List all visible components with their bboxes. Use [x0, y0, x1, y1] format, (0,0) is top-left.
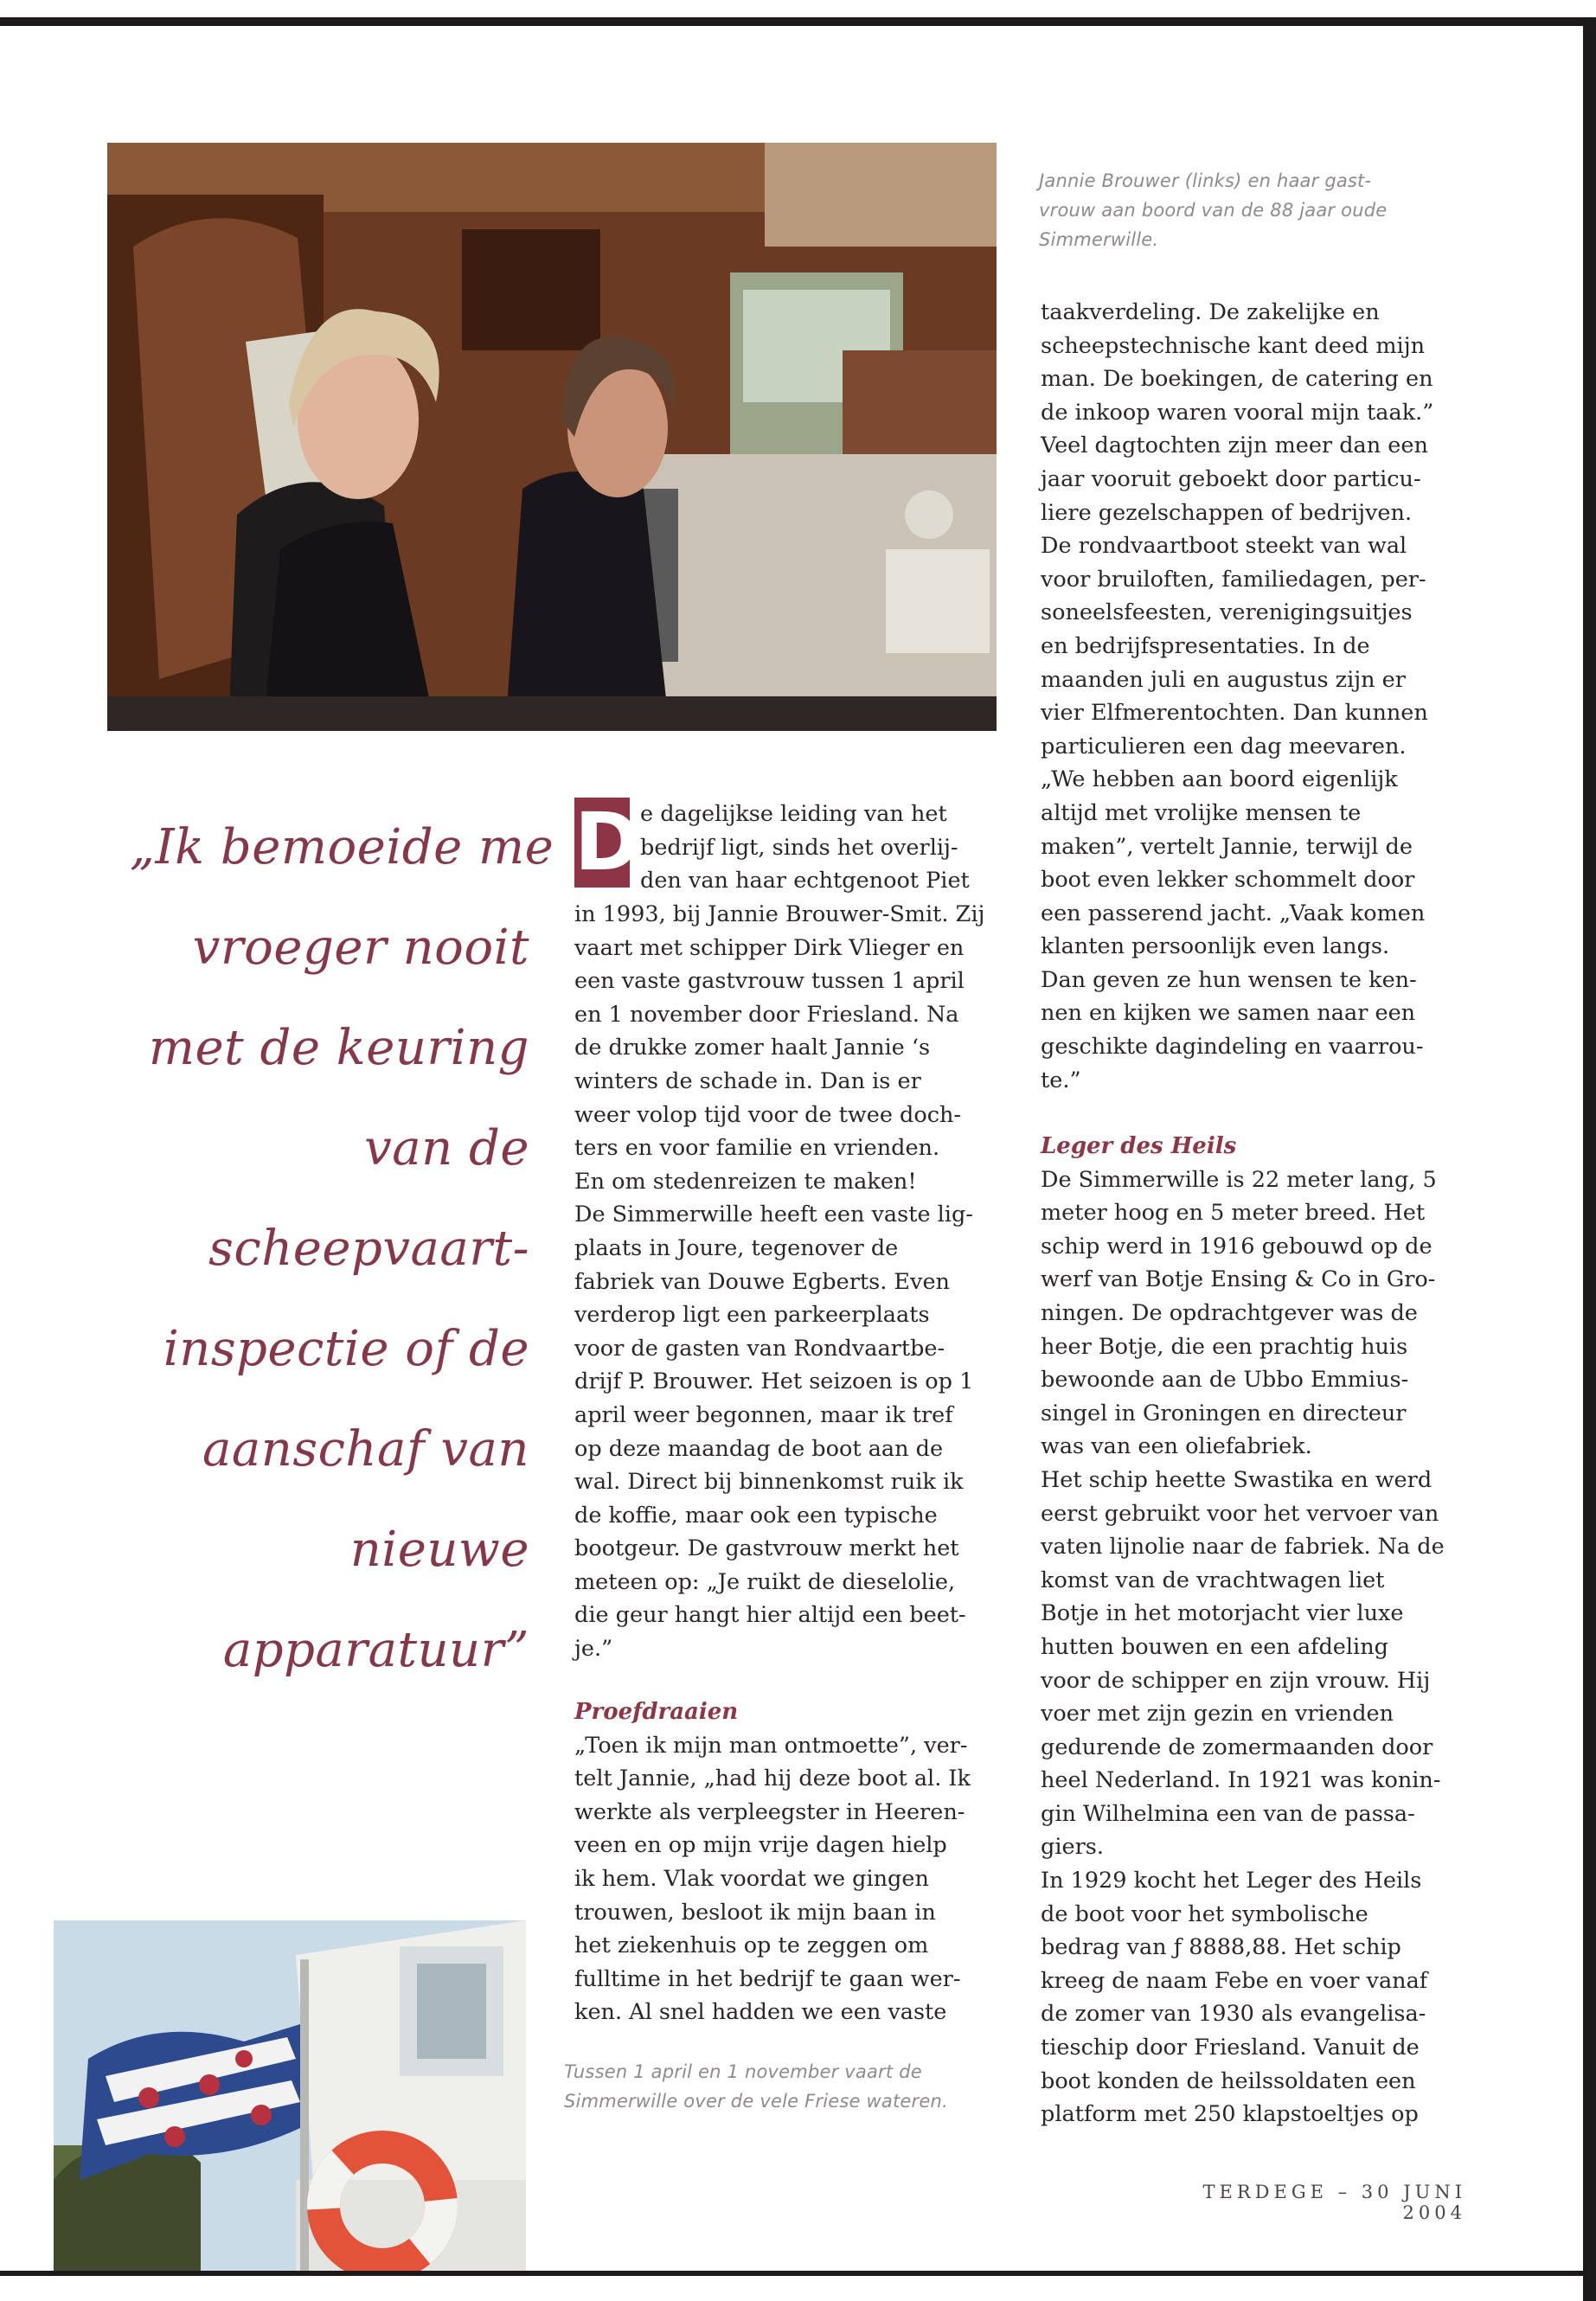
- text-line: en 1 november door Friesland. Na: [574, 1001, 959, 1028]
- text-line: vaart met schipper Dirk Vlieger en: [574, 934, 965, 961]
- caption-line: Jannie Brouwer (links) en haar gast-: [1039, 170, 1372, 191]
- text-line: april weer begonnen, maar ik tref: [574, 1401, 953, 1428]
- pull-quote-line: van de: [364, 1120, 529, 1176]
- text-line: werkte als verpleegster in Heeren-: [574, 1798, 965, 1825]
- text-line: een passerend jacht. „Vaak komen: [1041, 900, 1426, 926]
- text-line: gedurende de zomermaanden door: [1041, 1734, 1433, 1760]
- text-line: „We hebben aan boord eigenlijk: [1041, 766, 1398, 793]
- text-line: taakverdeling. De zakelijke en: [1041, 299, 1380, 325]
- text-line: was van een oliefabriek.: [1041, 1433, 1312, 1460]
- text-line: altijd met vrolijke mensen te: [1041, 799, 1362, 826]
- text-line: vaten lijnolie naar de fabriek. Na de: [1041, 1534, 1445, 1561]
- article-column-1-section: [574, 1695, 1007, 2029]
- text-line: de inkoop waren vooral mijn taak.”: [1041, 399, 1434, 426]
- pull-quote-line: scheepvaart-: [208, 1221, 529, 1277]
- caption-line: vrouw aan boord van de 88 jaar oude: [1039, 200, 1388, 221]
- text-line: soneelsfeesten, verenigingsuitjes: [1041, 599, 1413, 626]
- article-lead: [640, 798, 1003, 898]
- text-line: den van haar echtgenoot Piet: [640, 868, 970, 894]
- text-line: heer Botje, die een prachtig huis: [1041, 1333, 1408, 1360]
- photo-cabin: [107, 143, 997, 731]
- text-line: heel Nederland. In 1921 was konin-: [1041, 1767, 1441, 1794]
- caption-line: Simmerwille over de vele Friese wateren.: [564, 2091, 948, 2112]
- text-line: komst van de vrachtwagen liet: [1041, 1567, 1385, 1593]
- text-line: maken”, vertelt Jannie, terwijl de: [1041, 833, 1413, 860]
- page-footer: TERDEGE – 30 JUNI 2004: [1202, 2182, 1466, 2223]
- text-line: meteen op: „Je ruikt de dieselolie,: [574, 1568, 956, 1595]
- text-line: de boot voor het symbolische: [1041, 1900, 1368, 1927]
- text-line: voor de gasten van Rondvaartbe-: [574, 1335, 945, 1362]
- drop-cap: D: [574, 796, 641, 888]
- text-line: wal. Direct bij binnenkomst ruik ik: [574, 1469, 964, 1496]
- text-line: Dan geven ze hun wensen te ken-: [1041, 966, 1417, 993]
- article-column-2: [1041, 296, 1490, 1097]
- text-line: de koffie, maar ook een typische: [574, 1502, 938, 1529]
- pull-quote-line: „Ik bemoeide me: [130, 819, 554, 875]
- text-line: winters de schade in. Dan is er: [574, 1067, 921, 1094]
- text-line: boot even lekker schommelt door: [1041, 867, 1415, 894]
- text-line: de zomer van 1930 als evangelisa-: [1041, 2001, 1426, 2028]
- text-line: ken. Al snel hadden we een vaste: [574, 1999, 947, 2026]
- pull-quote-line: vroeger nooit: [192, 920, 529, 976]
- caption-line: Simmerwille.: [1039, 229, 1159, 250]
- pull-quote-line: aanschaf van: [202, 1421, 529, 1477]
- pull-quote-line: inspectie of de: [163, 1321, 529, 1377]
- text-line: telt Jannie, „had hij deze boot al. Ik: [574, 1766, 971, 1792]
- text-line: scheepstechnische kant deed mijn: [1041, 332, 1426, 359]
- text-line: De rondvaartboot steekt van wal: [1041, 533, 1407, 560]
- text-line: een vaste gastvrouw tussen 1 april: [574, 968, 965, 995]
- pull-quote-line: nieuwe: [349, 1522, 529, 1578]
- text-line: particulieren een dag meevaren.: [1041, 733, 1407, 760]
- text-line: het ziekenhuis op te zeggen om: [574, 1932, 929, 1959]
- subheading-proefdraaien: Proefdraaien: [574, 1699, 739, 1725]
- text-line: giers.: [1041, 1834, 1104, 1861]
- text-line: nen en kijken we samen naar een: [1041, 1000, 1416, 1027]
- text-line: bedrag van ƒ 8888,88. Het schip: [1041, 1934, 1401, 1961]
- text-line: ters en voor familie en vrienden.: [574, 1135, 940, 1162]
- text-line: En om stedenreizen te maken!: [574, 1168, 917, 1195]
- text-line: ningen. De opdrachtgever was de: [1041, 1299, 1418, 1326]
- pull-quote-line: met de keuring: [148, 1020, 529, 1076]
- text-line: e dagelijkse leiding van het: [640, 801, 947, 827]
- caption-line: Tussen 1 april en 1 november vaart de: [564, 2061, 922, 2082]
- text-line: verderop ligt een parkeerplaats: [574, 1302, 930, 1329]
- photo-cabin-caption: [1039, 166, 1471, 254]
- text-line: man. De boekingen, de catering en: [1041, 366, 1433, 393]
- text-line: De Simmerwille is 22 meter lang, 5: [1041, 1166, 1437, 1193]
- text-line: In 1929 kocht het Leger des Heils: [1041, 1868, 1422, 1894]
- text-line: voor bruiloften, familiedagen, per-: [1041, 566, 1426, 593]
- text-line: ik hem. Vlak voordat we gingen: [574, 1865, 929, 1892]
- text-line: die geur hangt hier altijd een beet-: [574, 1602, 966, 1629]
- photo-flag-caption: [564, 2057, 1014, 2116]
- text-line: in 1993, bij Jannie Brouwer-Smit. Zij: [574, 901, 985, 927]
- pull-quote-line: apparatuur”: [222, 1622, 529, 1678]
- text-line: werf van Botje Ensing & Co in Gro-: [1041, 1266, 1436, 1293]
- text-line: platform met 250 klapstoeltjes op: [1041, 2101, 1419, 2128]
- text-line: De Simmerwille heeft een vaste lig-: [574, 1202, 973, 1228]
- text-line: schip werd in 1916 gebouwd op de: [1041, 1233, 1433, 1259]
- text-line: bedrijf ligt, sinds het overlij-: [640, 834, 958, 861]
- text-line: boot konden de heilssoldaten een: [1041, 2067, 1416, 2094]
- text-line: kreeg de naam Febe en voer vanaf: [1041, 1967, 1428, 1994]
- photo-flag: [54, 1920, 526, 2271]
- text-line: voer met zijn gezin en vrienden: [1041, 1701, 1394, 1727]
- text-line: Het schip heette Swastika en werd: [1041, 1466, 1433, 1493]
- text-line: liere gezelschappen of bedrijven.: [1041, 499, 1413, 526]
- text-line: plaats in Joure, tegenover de: [574, 1234, 899, 1261]
- text-line: fabriek van Douwe Egberts. Even: [574, 1268, 950, 1295]
- text-line: Veel dagtochten zijn meer dan een: [1041, 433, 1428, 459]
- text-line: meter hoog en 5 meter breed. Het: [1041, 1200, 1426, 1227]
- article-column-1: [574, 898, 1007, 1666]
- text-line: fulltime in het bedrijf te gaan wer-: [574, 1965, 961, 1992]
- text-line: hutten bouwen en een afdeling: [1041, 1633, 1388, 1660]
- text-line: vier Elfmerentochten. Dan kunnen: [1041, 700, 1428, 727]
- text-line: klanten persoonlijk even langs.: [1041, 933, 1390, 960]
- text-line: maanden juli en augustus zijn er: [1041, 666, 1406, 693]
- text-line: eerst gebruikt voor het vervoer van: [1041, 1500, 1439, 1527]
- text-line: op deze maandag de boot aan de: [574, 1435, 944, 1462]
- text-line: je.”: [574, 1636, 613, 1663]
- bottom-border: [0, 2271, 1596, 2276]
- text-line: singel in Groningen en directeur: [1041, 1400, 1407, 1426]
- right-border: [1583, 22, 1596, 2301]
- article-column-2-section: [1041, 1130, 1490, 2131]
- subheading-leger-des-heils: Leger des Heils: [1041, 1133, 1237, 1159]
- text-line: de drukke zomer haalt Jannie ‘s: [574, 1035, 931, 1061]
- text-line: jaar vooruit geboekt door particu-: [1041, 465, 1421, 492]
- text-line: voor de schipper en zijn vrouw. Hij: [1041, 1667, 1431, 1694]
- text-line: gin Wilhelmina een van de passa-: [1041, 1800, 1415, 1827]
- text-line: en bedrijfspresentaties. In de: [1041, 632, 1370, 659]
- text-line: te.”: [1041, 1067, 1081, 1093]
- text-line: veen en op mijn vrije dagen hielp: [574, 1832, 947, 1859]
- text-line: bewoonde aan de Ubbo Emmius-: [1041, 1367, 1409, 1394]
- text-line: trouwen, besloot ik mijn baan in: [574, 1899, 936, 1926]
- text-line: Botje in het motorjacht vier luxe: [1041, 1600, 1404, 1627]
- text-line: bootgeur. De gastvrouw merkt het: [574, 1535, 959, 1562]
- text-line: geschikte dagindeling en vaarrou-: [1041, 1034, 1424, 1061]
- pull-quote: [130, 798, 554, 1701]
- top-border: [0, 17, 1596, 26]
- text-line: drijf P. Brouwer. Het seizoen is op 1: [574, 1368, 974, 1395]
- text-line: tieschip door Friesland. Vanuit de: [1041, 2035, 1420, 2061]
- text-line: weer volop tijd voor de twee doch-: [574, 1101, 962, 1128]
- text-line: „Toen ik mijn man ontmoette”, ver-: [574, 1732, 968, 1759]
